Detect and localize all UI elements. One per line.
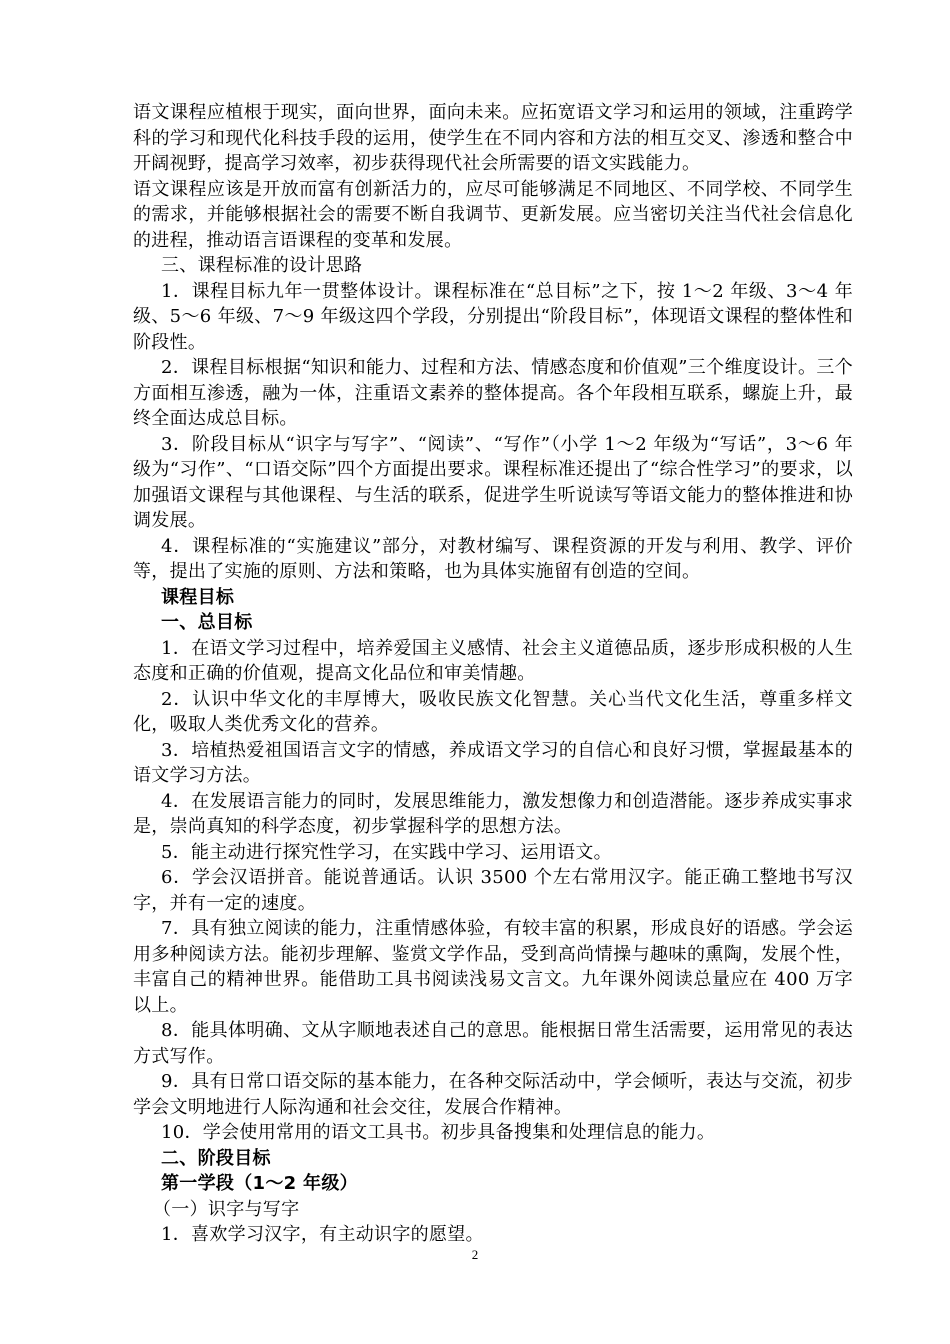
goal-item: 2．认识中华文化的丰厚博大，吸收民族文化智慧。关心当代文化生活，尊重多样文化，吸取人类优秀文化的营养。 xyxy=(133,688,853,735)
goal-item: 9．具有日常口语交际的基本能力，在各种交际活动中，学会倾听，表达与交流，初步学会文明地进行人际沟通和社会交往，发展合作精神。 xyxy=(133,1071,853,1118)
paragraph: 1．课程目标九年一贯整体设计。课程标准在“总目标”之下，按 1～2 年级、3～4 年级、5～6 年级、7～9 年级这四个学段，分别提出“阶段目标”，体现语文课程的整体性和阶段性。 xyxy=(133,280,853,353)
paragraph: 2．课程目标根据“知识和能力、过程和方法、情感态度和价值观”三个维度设计。三个方面相互渗透，融为一体，注重语文素养的整体提高。各个年段相互联系，螺旋上升，最终全面达成总目标。 xyxy=(133,357,853,429)
page-number: 2 xyxy=(471,1247,479,1262)
goal-item: 5．能主动进行探究性学习，在实践中学习、运用语文。 xyxy=(161,841,612,863)
paragraph: 语文课程应植根于现实，面向世界，面向未来。应拓宽语文学习和运用的领域，注重跨学科的学习和现代化科技手段的运用，使学生在不同内容和方法的相互交叉、渗透和整合中开阔视野，提高学习效率，初步获得现代社会所需要的语文实践能力。 xyxy=(133,102,853,174)
heading-total-goals: 一、总目标 xyxy=(161,612,253,633)
goal-item: 10．学会使用常用的语文工具书。初步具备搜集和处理信息的能力。 xyxy=(161,1122,716,1143)
paragraph: 3．阶段目标从“识字与写字”、“阅读”、“写作”（小学 1～2 年级为“写话”，3～6 年级为“习作”、“口语交际”四个方面提出要求。课程标准还提出了“综合性学习”的要求，以加强语文课程与其他课程、与生活的联系，促进学生听说读写等语文能力的整体推进和协调发展。 xyxy=(133,433,853,531)
goal-item: 3．培植热爱祖国语言文字的情感，养成语文学习的自信心和良好习惯，掌握最基本的语文学习方法。 xyxy=(133,739,853,786)
subheading-literacy: （一）识字与写字 xyxy=(153,1198,300,1220)
paragraph: 4．课程标准的“实施建议”部分，对教材编写、课程资源的开发与利用、教学、评价等，提出了实施的原则、方法和策略，也为具体实施留有创造的空间。 xyxy=(133,535,853,582)
goal-item: 6．学会汉语拼音。能说普通话。认识 3500 个左右常用汉字。能正确工整地书写汉字，并有一定的速度。 xyxy=(133,867,853,914)
goal-item: 7．具有独立阅读的能力，注重情感体验，有较丰富的积累，形成良好的语感。学会运用多种阅读方法。能初步理解、鉴赏文学作品，受到高尚情操与趣味的熏陶，发展个性，丰富自己的精神世界。能借助工具书阅读浅易文言文。九年课外阅读总量应在 400 万字以上。 xyxy=(133,918,853,1016)
heading-course-goals: 课程目标 xyxy=(161,586,235,608)
heading-stage-goals: 二、阶段目标 xyxy=(161,1147,271,1169)
heading-stage-one: 第一学段（1～2 年级） xyxy=(161,1173,358,1194)
stage-item: 1．喜欢学习汉字，有主动识字的愿望。 xyxy=(161,1224,484,1245)
goal-item: 4．在发展语言能力的同时，发展思维能力，激发想像力和创造潜能。逐步养成实事求是，崇尚真知的科学态度，初步掌握科学的思想方法。 xyxy=(133,790,853,837)
goal-item: 8．能具体明确、文从字顺地表述自己的意思。能根据日常生活需要，运用常见的表达方式写作。 xyxy=(133,1020,853,1067)
section-heading-design: 三、课程标准的设计思路 xyxy=(161,255,363,276)
document-body xyxy=(133,100,853,1248)
paragraph: 语文课程应该是开放而富有创新活力的，应尽可能够满足不同地区、不同学校、不同学生的需求，并能够根据社会的需要不断自我调节、更新发展。应当密切关注当代社会信息化的进程，推动语言语课程的变革和发展。 xyxy=(133,178,853,251)
goal-item: 1．在语文学习过程中，培养爱国主义感情、社会主义道德品质，逐步形成积极的人生态度和正确的价值观，提高文化品位和审美情趣。 xyxy=(133,637,853,684)
